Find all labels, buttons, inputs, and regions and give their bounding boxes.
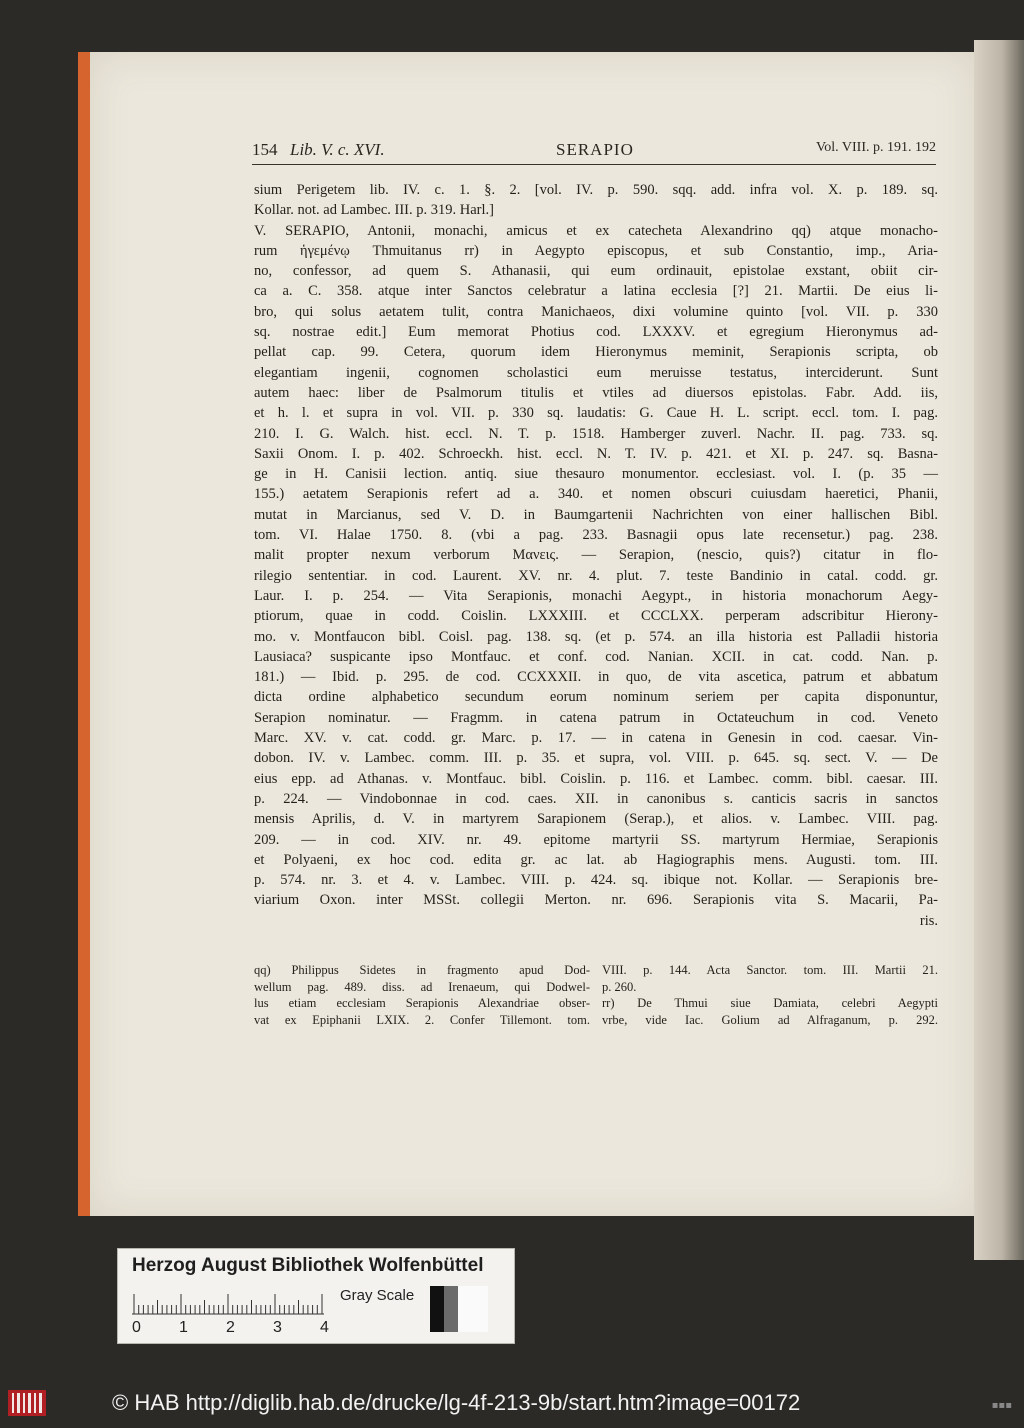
text-line: ris. <box>919 912 938 929</box>
text-line: elegantiam ingenii, cognomen scholastici eum meruisse testatus, interciderunt. Sunt <box>254 364 938 381</box>
text-line: tom. VI. Halae 1750. 8. (vbi a pag. 233. Basnagii opus late recensetur.) pag. 238. <box>254 527 938 544</box>
viewer-footer <box>0 1386 1024 1428</box>
ruler-numbers <box>132 1319 452 1339</box>
text-line: dobon. IV. v. Lambec. comm. III. p. 35. et supra, vol. VIII. p. 645. sq. sect. V. — De <box>254 750 938 767</box>
footnote-line: qq) Philippus Sidetes in fragmento apud Dod- <box>254 963 590 977</box>
swatch-white <box>458 1286 488 1332</box>
text-line: 155.) aetatem Serapionis refert ad a. 340. et nomen obscuri cuiusdam haeretici, Phanii, <box>254 486 938 503</box>
text-line: V. SERAPIO, Antonii, monachi, amicus et ex catecheta Alexandrino qq) atque monacho- <box>254 222 938 239</box>
text-line: 181.) — Ibid. p. 295. de cod. CCXXXII. in quo, de vita ascetica, patrum et abbatum <box>254 669 938 686</box>
text-line: Kollar. not. ad Lambec. III. p. 319. Harl.] <box>254 202 494 219</box>
gray-scale-swatches <box>430 1286 488 1332</box>
text-line: viarium Oxon. inter MSSt. collegii Merton. nr. 696. Serapionis vita S. Macarii, Pa- <box>254 892 938 909</box>
gray-scale-label: Gray Scale <box>340 1287 415 1304</box>
text-line: ge in H. Canisii lection. antiq. siue thesauro monumentor. ecclesiast. vol. I. (p. 35 — <box>254 466 938 483</box>
text-line: eius epp. ad Athanas. v. Montfauc. bibl. Coislin. p. 116. et Lambec. comm. bibl. caesar. III. <box>254 770 938 787</box>
hab-barcode-logo-icon <box>8 1388 46 1418</box>
footnotes-left-column <box>254 962 590 1028</box>
text-line: ptiorum, quae in codd. Coislin. LXXXIII. et CCCLXX. perperam adscribitur Hierony- <box>254 608 938 625</box>
text-line: 210. I. G. Walch. hist. eccl. N. T. p. 1518. Hamberger zuverl. Nachr. II. pag. 733. sq. <box>254 425 938 442</box>
text-line: bro, qui solus aetatem tulit, contra Manichaeos, dixi volumine quinto [vol. VII. p. 330 <box>254 303 938 320</box>
text-line: 209. — in cod. XIV. nr. 49. epitome martyrii SS. martyrum Hermiae, Serapionis <box>254 831 938 848</box>
text-line: ca a. C. 358. atque inter Sanctos celebratur a latina ecclesia [?] 21. Martii. De eius li- <box>254 283 938 300</box>
text-line: pellat cap. 99. Cetera, quorum idem Hieronymus meminit, Serapionis scripta, ob <box>254 344 938 361</box>
footnotes-right-column <box>602 962 938 1028</box>
text-line: Serapion nominatur. — Fragmm. in catena patrum in Octateuchum in cod. Veneto <box>254 709 938 726</box>
book-reference: Lib. V. c. XVI. <box>290 140 385 159</box>
footnote-line: vat ex Epiphanii LXIX. 2. Confer Tillemont. tom. <box>254 1012 590 1027</box>
library-name: Herzog August Bibliothek Wolfenbüttel <box>132 1255 484 1276</box>
footnote-line: p. 260. <box>602 979 637 994</box>
footnote-line: lus etiam ecclesiam Serapionis Alexandriae obser- <box>254 996 590 1011</box>
text-line: p. 574. nr. 3. et 4. v. Lambec. VIII. p. 424. sq. ibique not. Kollar. — Serapionis bre- <box>254 872 938 889</box>
swatch-black <box>430 1286 444 1332</box>
text-line: dicta ordine alphabetico secundum eorum nominum seriem per capita disponuntur, <box>254 689 938 706</box>
text-line: sq. nostrae edit.] Eum memorat Photius cod. LXXXV. et egregium Hieronymus ad- <box>254 324 938 341</box>
footnote-line: VIII. p. 144. Acta Sanctor. tom. III. Martii 21. <box>602 963 938 977</box>
corner-dots: ▪▪▪ <box>991 1400 1012 1411</box>
adjacent-page-edge <box>974 40 1024 1260</box>
text-line: rilegio sententiar. in cod. Laurent. XV. nr. 4. plut. 7. teste Bandinio in catal. codd. gr. <box>254 567 938 584</box>
ruler-number: 0 <box>132 1319 141 1336</box>
footnote-line: wellum pag. 489. diss. ad Irenaeum, qui Dodwel- <box>254 979 590 994</box>
text-line: mensis Aprilis, d. V. in martyrem Sarapionem (Serap.), et alios. v. Lambec. VIII. pag. <box>254 811 938 828</box>
swatch-dark-gray <box>444 1286 458 1332</box>
text-line: no, confessor, ad quem S. Athanasii, qui eum ordinauit, epistolae exstant, obiit cir- <box>254 263 938 280</box>
source-url-link[interactable]: © HAB http://diglib.hab.de/drucke/lg-4f-213-9b/start.htm?image=00172 <box>112 1390 801 1415</box>
text-line: rum ἡγεμένῳ Thmuitanus rr) in Aegypto episcopus, et sub Constantio, imp., Aria- <box>254 242 938 259</box>
library-color-scale-card <box>117 1248 515 1344</box>
text-line: mutat in Marcianus, sed V. D. in Baumgartenii Nachrichten von einer hallischen Bibl. <box>254 506 938 523</box>
running-header <box>252 140 936 164</box>
text-line: Laur. I. p. 254. — Vita Serapionis, monachi Aegypt., in historia monachorum Aegy- <box>254 587 938 604</box>
text-line: sium Perigetem lib. IV. c. 1. §. 2. [vol. IV. p. 590. sqq. add. infra vol. X. p. 189. sq. <box>254 182 938 198</box>
text-line: Lausiaca? suspicante ipso Montfauc. et conf. cod. Nanian. XCII. in cat. codd. Nan. p. <box>254 648 938 665</box>
text-line: p. 224. — Vindobonnae in cod. caes. XII. in canonibus s. canticis sacris in sanctos <box>254 790 938 807</box>
ruler-number: 4 <box>320 1319 329 1336</box>
text-line: malit propter nexum verborum Μανεις. — Serapion, (nescio, quis?) citatur in flo- <box>254 547 938 564</box>
ruler-number: 2 <box>226 1319 235 1336</box>
text-line: mo. v. Montfaucon bibl. Coisl. pag. 138. sq. (et p. 574. an illa historia est Palladii historia <box>254 628 938 645</box>
ruler-number: 1 <box>179 1319 188 1336</box>
page-number: 154 <box>252 140 278 159</box>
text-line: Saxii Onom. I. p. 402. Schroeckh. hist. eccl. N. T. IV. p. 421. et XI. p. 247. sq. Basna- <box>254 445 938 462</box>
text-line: Marc. XV. v. cat. codd. gr. Marc. p. 17. — in catena in Genesin in cod. caesar. Vin- <box>254 730 938 747</box>
volume-reference: Vol. VIII. p. 191. 192 <box>815 140 936 155</box>
ruler-number: 3 <box>273 1319 282 1336</box>
footnote-line: vrbe, vide Iac. Golium ad Alfraganum, p. 292. <box>602 1012 938 1027</box>
header-rule <box>252 164 936 165</box>
footnote-line: rr) De Thmui siue Damiata, celebri Aegypti <box>602 996 938 1011</box>
running-title: SERAPIO <box>556 140 634 159</box>
text-line: et Polyaeni, ex hoc cod. edita gr. ac lat. ab Hagiographis mens. Augusti. tom. III. <box>254 851 938 868</box>
main-text-block <box>254 180 938 931</box>
text-line: et h. l. et supra in vol. VII. p. 330 sq. laudatis: G. Caue H. L. script. eccl. tom. I. pag. <box>254 405 938 422</box>
text-line: autem haec: liber de Psalmorum titulis et vtiles ad diuersos epistolas. Fabr. Add. iis, <box>254 384 938 401</box>
